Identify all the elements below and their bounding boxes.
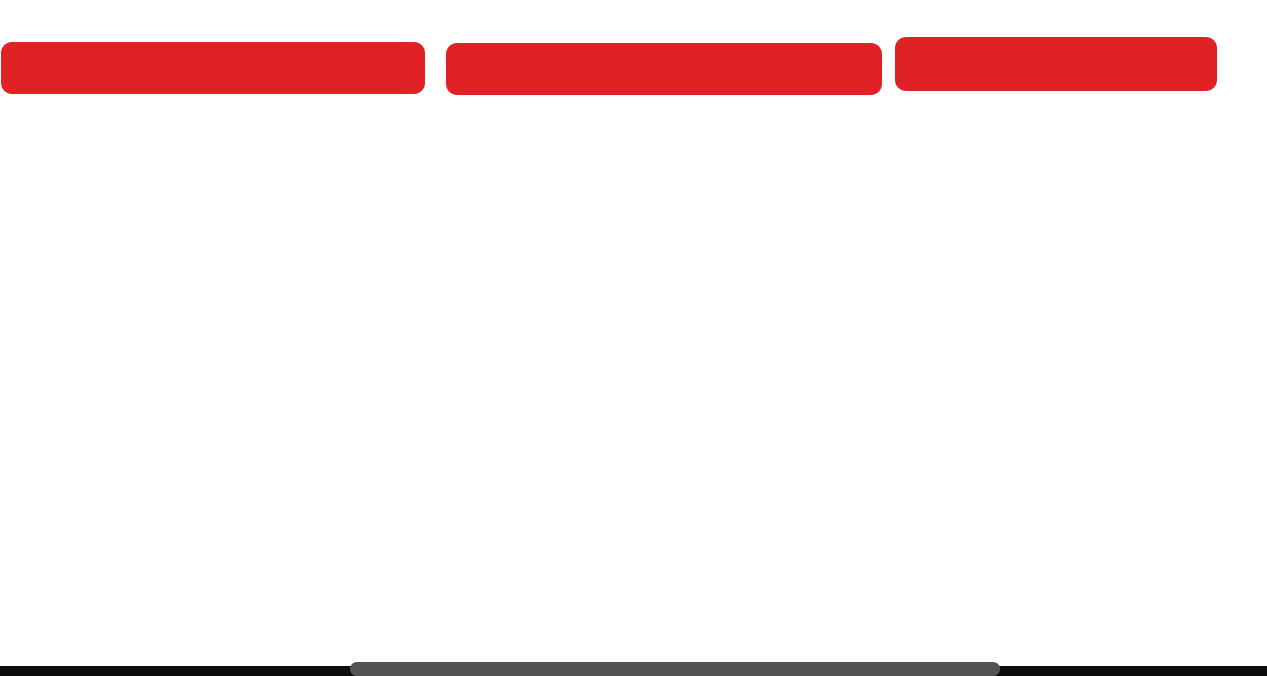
redaction-banner-profile-columns	[446, 43, 882, 95]
redaction-banner-avatar-columns	[895, 37, 1217, 91]
redaction-banner-id-columns	[1, 42, 425, 94]
horizontal-scrollbar-thumb[interactable]	[350, 662, 1000, 676]
